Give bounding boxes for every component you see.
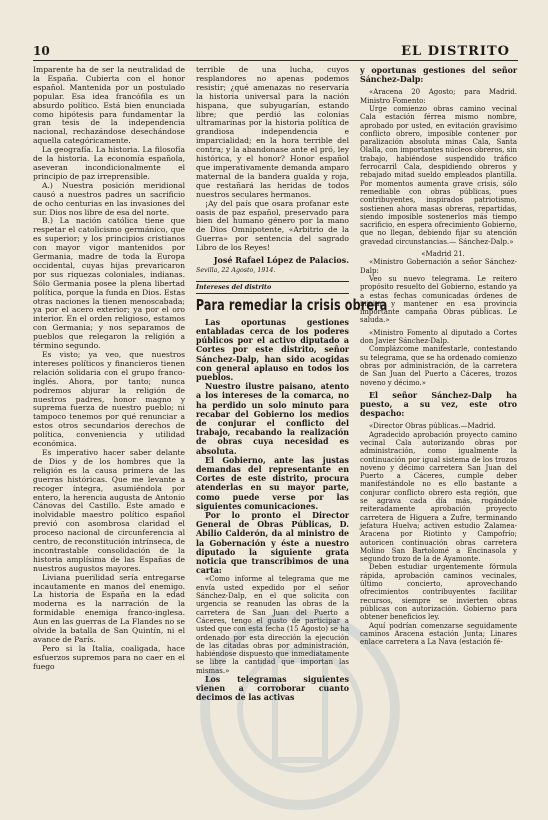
telegram-body: Urge comienzo obras camino vecinal Cala estación férrea mismo nombre, aprobado por usted, en evitación gravísimo conflicto obrero, imposible contener por paralización absoluta minas Cala, Santa Olalla, con importantes núcleos obreros, sin trabajo, habiéndose suspendido tráfico ferrocarril Cala, despidiendo obreros y rebajado mitad sueldo empleados plantilla. Por momentos aumenta grave crisis, sólo remediable con obras públicas, pues contribuyentes, inspirados patriotismo, sostienen ahora masas obreras, repartidas, siendo imposible sostenerlos más tiempo sacrificio, en espera ofrecimiento Gobierno, que no llegan, debiendo fijar su atención gravedad circunstancias.— Sánchez-Dalp.» (360, 105, 517, 246)
paragraph: Por lo pronto el Director General de Obras Públicas, D. Abilio Calderón, da al ministro de la Gobernación y éste a nuestro diputado la siguiente grata noticia que transcribimos de una carta: (196, 511, 349, 576)
page-number: 10 (33, 44, 50, 58)
telegram-header: «Madrid 21. (421, 250, 465, 259)
newspaper-title: EL DISTRITO (401, 44, 510, 59)
paragraph: ¡Ay del país que osara profanar este oasis de paz español, preservado para bien del humano género por la mano de Dios Omnipotente, «Arbitrio de la Guerra» por sentencia del sagrado Libro de los Reyes! (196, 198, 349, 253)
paragraph: terrible de una lucha, cuyos resplandores no apenas podemos resistir; ¿qué amenazas no reservaría la historia universal para la nación hispana, que subyugarían, estando libre; que perdió las colonias ultramarinas por la historia política de grandiosa independencia e imparcialidad; en la hora terrible del contra; y la abandonase ante el pró, ley histórica, y el honor? Honor español que imperativamente demanda amparo maternal de la bandera gualda y roja, que restañará las heridas de todos nuestros seculares hermanos. (196, 65, 349, 199)
telegram-header: «Ministro Fomento al diputado a Cortes don Javier Sánchez-Dalp. (360, 328, 517, 346)
article-lead: Las oportunas gestiones entabladas cerca de los poderes públicos por el activo diputado a Cortes por este distrito, señor Sánchez-Dalp, han sido acogidas con general aplauso en todos los pueblos. (196, 317, 349, 382)
paragraph: y oportunas gestiones del señor Sánchez-Dalp: (360, 66, 517, 85)
telegram-body: Agradecido aprobación proyecto camino vecinal Cala autorizando obras por administración, como igualmente la continuación por igual sistema de los trozos noveno y décimo carretera San Juan del Puerto a Cáceres, cumple deber manifestándole no es ello bastante a conjurar conflicto obrero esta región, que se agrava cada día más, rogándole reiteradamente aprobación proyecto carretera de Higuera a Zufre, terminando jefatura Huelva; activen estudio Zalamea-Aracena por Riotinto y Campofrío; autoricen continuación obras carretera Molino San Bartolomé a Encinasola y segundo trozo de la de Ayamonte. (360, 430, 517, 564)
telegram-header: «Director Obras públicas.—Madrid. (369, 422, 496, 431)
author-signature: José Rafael López de Palacios. (213, 255, 349, 266)
quoted-letter: «Como informe al telegrama que me envía usted expedido por el señor Sánchez-Dalp, en el que solicita con urgencia se reanuden las obras de la carretera de San Juan del Puerto a Cáceres, tengo el gusto de participar a usted que con esta fecha (15 Agosto) se ha ordenado por esta dirección la ejecución de las citadas obras por administración, habiéndose dispuesto que inmediatamente se libre la cantidad que importan las mismas.» (196, 575, 349, 675)
paragraph: Liviana puerilidad sería entregarse incautamente en manos del enemigo. La historia de España en la edad moderna es la narración de la formidable enemiga franco-inglesa. Aun en las guerras de La Flandes no se olvide la batalla de San Quintín, ni el avance de París. (33, 572, 185, 644)
paragraph: Es visto; ya veo, que nuestros intereses políticos y financieros tienen relación solidaria con el grupo franco-inglés. Ahora, por tanto; nunca podremos abjurar la religión de nuestros padres, honor magno y suprema fuerza de nuestro pueblo; ni tampoco tenemos por qué renunciar a estos otros secundarios derechos de política, conveniencia y utilidad económica. (33, 350, 185, 449)
paragraph: El Gobierno, ante las justas demandas del representante en Cortes de este distrito, procura atenderlas en su mayor parte, como puede verse por las siguientes comunicaciones. (196, 455, 349, 511)
paragraph: Nuestro ilustre paisano, atento a los intereses de la comarca, no ha perdido un solo minuto para recabar del Gobierno los medios de conjurar el conflicto del trabajo, recabando la realización de obras cuya necesidad es absoluta. (196, 382, 349, 456)
header-rule (33, 60, 518, 61)
telegram-header: «Aracena 20 Agosto; para Madrid. Ministro Fomento: (360, 88, 517, 105)
place-date: Sevilla, 22 Agosto, 1914. (196, 266, 276, 274)
column-2 (195, 65, 388, 703)
paragraph: B.) La nación católica tiene que respetar el catolicismo germánico, que es superior; y los principios cristianos con mayor vigor mantenidos por Germania, madre de toda la Europa occidental, cuyas hijas prevaricaron por sus riquezas coloniales, indianas. Sólo Germania posee la plena libertad política, porque la funda en Dios. Estas otras naciones la tienen menoscabada; ya por el acero exterior; ya por el oro interior. En el orden religioso, estamos con Germania; y nos separamos de pueblos que relegaron la religión a término segundo. (33, 216, 185, 351)
telegram-body: Aquí podrían comenzarse seguidamente caminos Aracena estación Junta; Linares enlace carretera a La Nava (estación fé- (360, 621, 517, 647)
telegram-header: «Ministro Gobernación a señor Sánchez-Dalp: (360, 258, 517, 275)
section-label: Intereses del distrito (196, 281, 349, 294)
column-1 (33, 66, 185, 672)
telegram-body: Complázcome manifestarle, contestando su telegrama, que se ha ordenado comienzo obras por administración, de la carretera de San Juan del Puerto a Cáceres, trozos noveno y décimo.» (360, 345, 517, 387)
column-3 (360, 66, 517, 646)
paragraph: Pero si la Italia, coaligada, hace esfuerzos supremos para no caer en el fuego (33, 643, 185, 671)
paragraph: Es imperativo hacer saber delante de Dios y de los hombres que la religión es la causa primera de las guerras históricas. Que me levante a recoger íntegra, asumiéndola por entero, la herencia augusta de Antonio Cánovas del Castillo. Este amado e inolvidable maestro político español previó con asombrosa claridad el proceso nacional de circunferencia al centro, de reconstitución intrínseca, de incontrastable consolidación de la historia amplísima de las Españas de nuestros augustos mayores. (33, 447, 185, 573)
article-headline: Para remediar la crisis obrera (195, 295, 388, 314)
paragraph: Imparente ha de ser la neutralidad de la España. Cubierta con el honor español. Mantenida por un postulado popular. Esa idea francófila es un absurdo político. Está bien enunciada como hipótesis para fundamentar la gran tesis de la independencia nacional, rechazándose desechándose aquella categóricamente. (33, 65, 185, 146)
paragraph: La geografía. La historia. La filosofía de la historia. La economía española, aseveran incondicionalmente el principio de paz irreprensible. (33, 145, 185, 181)
paragraph: Los telegramas siguientes vienen a corroborar cuanto decimos de las activas (196, 675, 349, 703)
telegram-body: Deben estudiar urgentemente fórmula rápida, aprobación caminos vecinales, último concierto, aprovechando ofrecimientos contribuyentes facilitar recursos, siempre se invierten obras públicas con autorización. Gobierno para obtener beneficios ley. (360, 563, 517, 622)
paragraph: A.) Nuestra posición meridional causó a nuestros padres un sacrificio de ocho centurias en las invasiones del sur. Dios nos libre de esa del norte. (33, 180, 185, 217)
paragraph: El señor Sánchez-Dalp ha puesto, a su vez, este otro despacho: (360, 390, 517, 419)
telegram-body: Veo su nuevo telegrama. Le reitero propósito resuelto del Gobierno, estando ya a estas fechas comunicadas órdenes de iniciar y mantener en esa provincia importante campaña Obras públicas. Le saluda.» (360, 274, 517, 325)
